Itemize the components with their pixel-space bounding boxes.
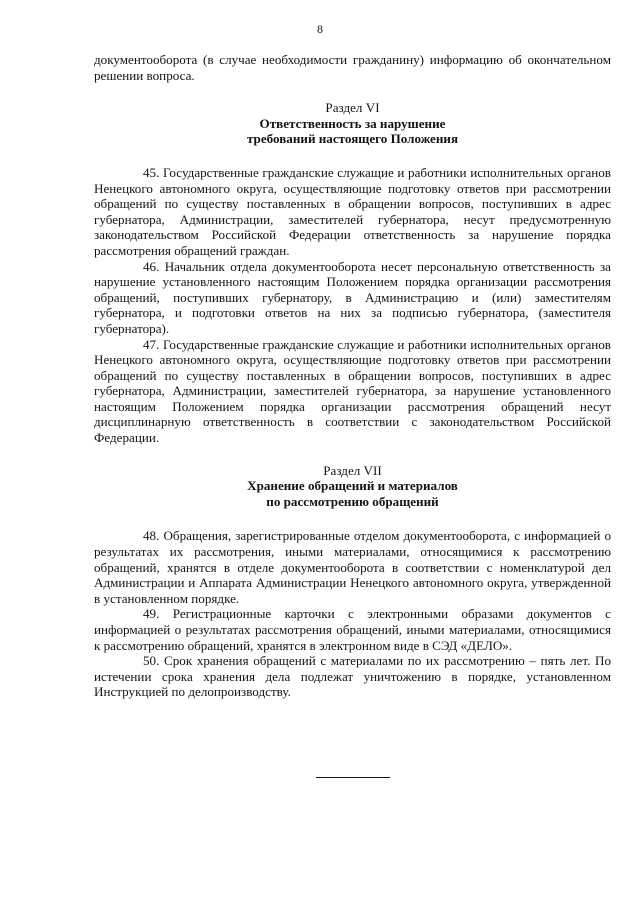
paragraph-45: 45. Государственные гражданские служащие и работники исполнительных органов Ненецкого автономного округа, осуществляющие подготовку ответов при рассмотрении обращений по существу поставленных в обращении вопросов, поступивших в адрес губернатора, Администрации, заместителей губернатора, несут предусмотренную законодательством Российской Федерации ответственность за нарушение порядка рассмотрения обращений граждан. [94, 164, 611, 258]
section-6-label: Раздел VI [325, 100, 380, 116]
section-6-heading [94, 100, 611, 147]
paragraph-48: 48. Обращения, зарегистрированные отделом документооборота, с информацией о результатах их рассмотрения, иными материалами, относящимися к рассмотрению обращений, хранятся в отделе документооборота в соответствии с номенклатурой дел Администрации и Аппарата Администрации Ненецкого автономного округа, утвержденной в установленном порядке. [94, 528, 611, 606]
paragraph-46: 46. Начальник отдела документооборота несет персональную ответственность за нарушение установленного настоящим Положением порядка организации рассмотрения обращений, поступивших губернатору, в Администрацию и (или) заместителям губернатора, и подготовки ответов на них за подписью губернатора, (заместителя губернатора). [94, 258, 611, 336]
end-of-text-rule [316, 777, 390, 778]
section-7-heading [94, 463, 611, 510]
document-body [94, 52, 611, 700]
intro-paragraph: документооборота (в случае необходимости гражданину) информацию об окончательном решении вопроса. [94, 52, 611, 83]
paragraph-50: 50. Срок хранения обращений с материалами по их рассмотрению – пять лет. По истечении срока хранения дела подлежат уничтожению в порядке, установленном Инструкцией по делопроизводству. [94, 653, 611, 700]
page-number: 8 [317, 22, 323, 36]
section-7-label: Раздел VII [323, 462, 382, 478]
paragraph-47: 47. Государственные гражданские служащие и работники исполнительных органов Ненецкого автономного округа, осуществляющие подготовку ответов при рассмотрении обращений по существу поставленных в обращении вопросов, поступивших в адрес губернатора, Администрации, заместителей губернатора, за нарушение установленного настоящим Положением порядка организации рассмотрения обращений несут дисциплинарную ответственность в соответствии с законодательством Российской Федерации. [94, 336, 611, 446]
section-6-title: Ответственность за нарушение требований настоящего Положения [246, 115, 459, 147]
section-7-title: Хранение обращений и материалов по рассмотрению обращений [247, 478, 458, 509]
paragraph-49: 49. Регистрационные карточки с электронными образами документов с информацией о результатах рассмотрения обращений, иными материалами, относящимися к рассмотрению обращений, хранятся в электронном виде в СЭД «ДЕЛО». [94, 606, 611, 653]
